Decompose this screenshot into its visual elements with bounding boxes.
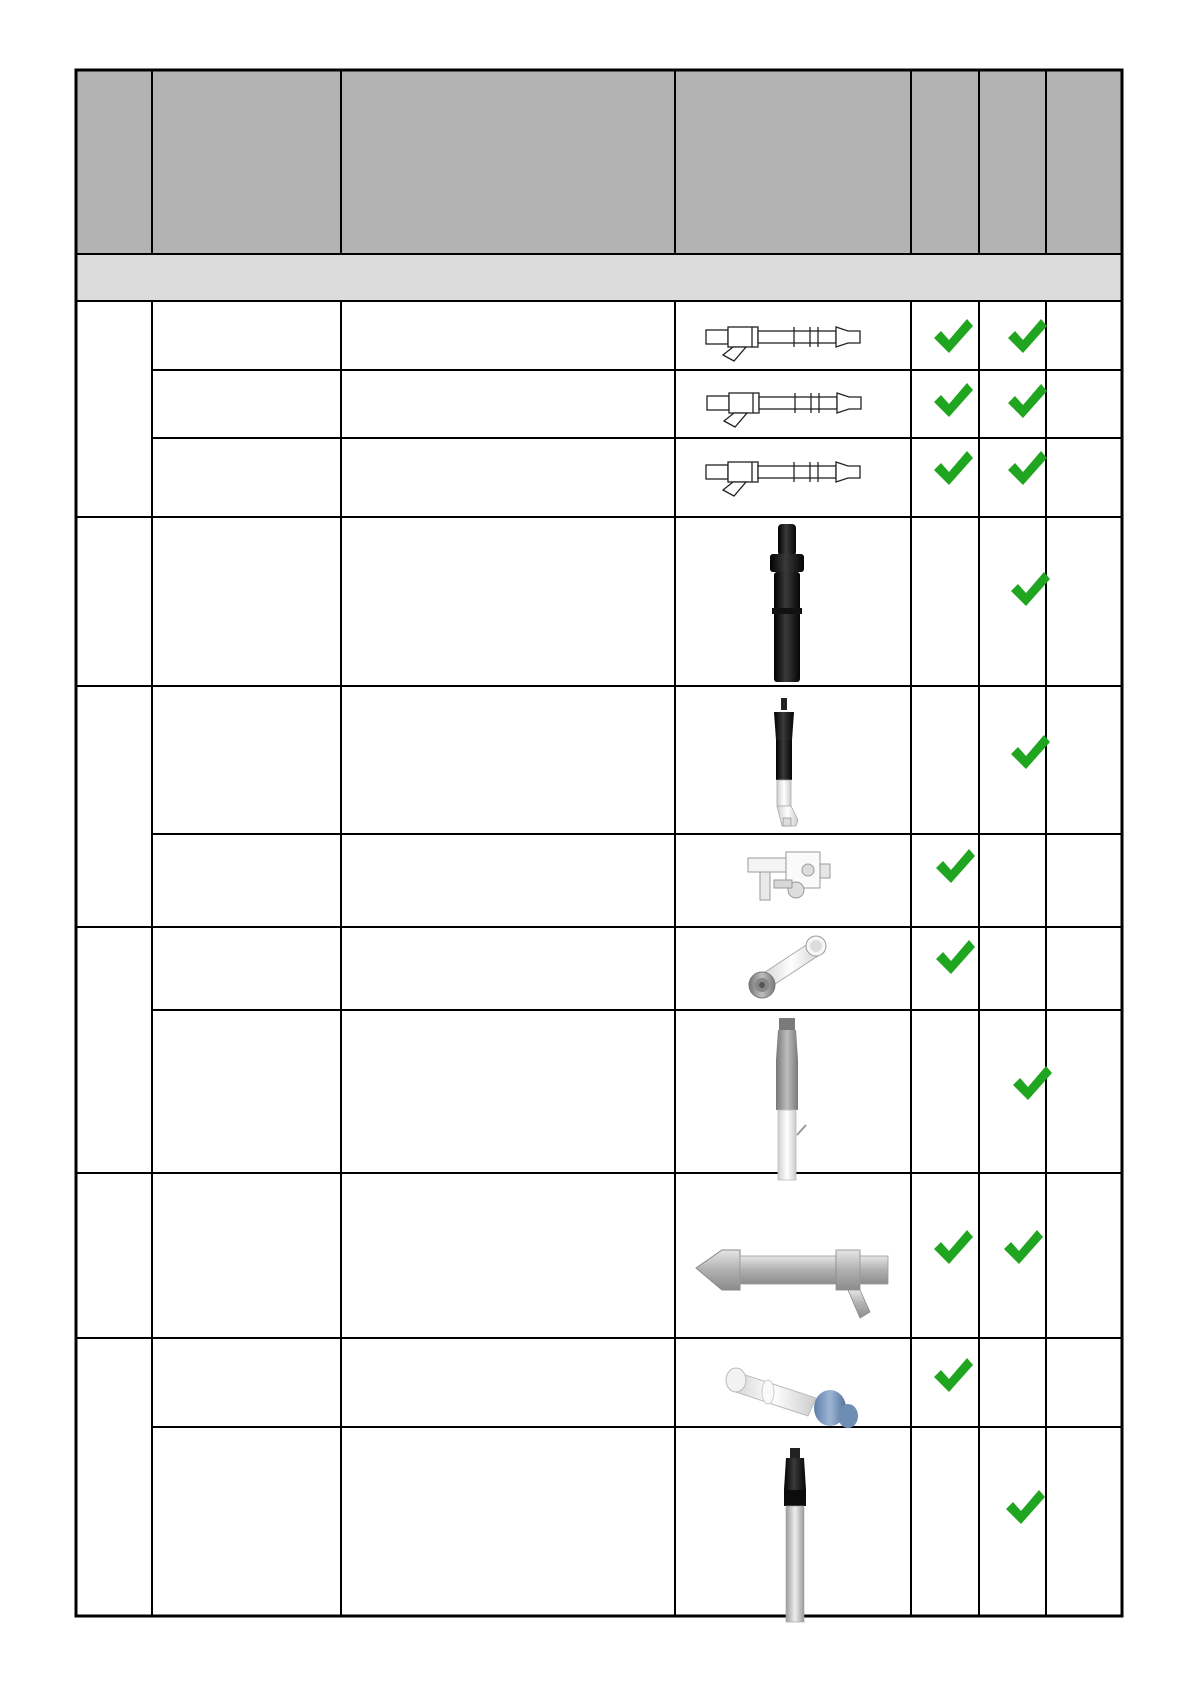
grey-horizontal-terminal-image	[696, 1250, 888, 1318]
black-vertical-terminal-image	[770, 524, 804, 682]
white-grey-horizontal-terminal-image	[749, 936, 826, 998]
check-icon	[934, 1358, 973, 1392]
terminal-drawing-3	[706, 462, 860, 496]
black-white-vertical-terminal-image	[774, 698, 798, 826]
section-band	[76, 254, 1122, 301]
check-icon	[1011, 572, 1050, 606]
check-icon	[934, 451, 973, 485]
header-row	[76, 70, 1122, 254]
check-icon	[1004, 1230, 1043, 1264]
terminal-drawing-1	[706, 327, 860, 361]
white-blue-horizontal-terminal-image	[726, 1368, 858, 1428]
terminal-drawing-2	[707, 393, 861, 427]
black-aluminium-vertical-terminal-image	[784, 1448, 806, 1622]
check-icon	[1008, 384, 1047, 418]
white-wall-bracket-image	[748, 852, 830, 900]
check-icon	[1008, 451, 1047, 485]
check-icon	[936, 849, 975, 883]
check-icon	[934, 319, 973, 353]
check-icon	[934, 383, 973, 417]
check-icon	[934, 1230, 973, 1264]
grey-white-vertical-terminal-image	[776, 1018, 806, 1180]
table-borders	[76, 70, 1122, 1616]
check-icon	[1008, 319, 1047, 353]
check-marks	[934, 319, 1052, 1524]
check-icon	[936, 940, 975, 974]
check-icon	[1011, 735, 1050, 769]
check-icon	[1006, 1490, 1045, 1524]
